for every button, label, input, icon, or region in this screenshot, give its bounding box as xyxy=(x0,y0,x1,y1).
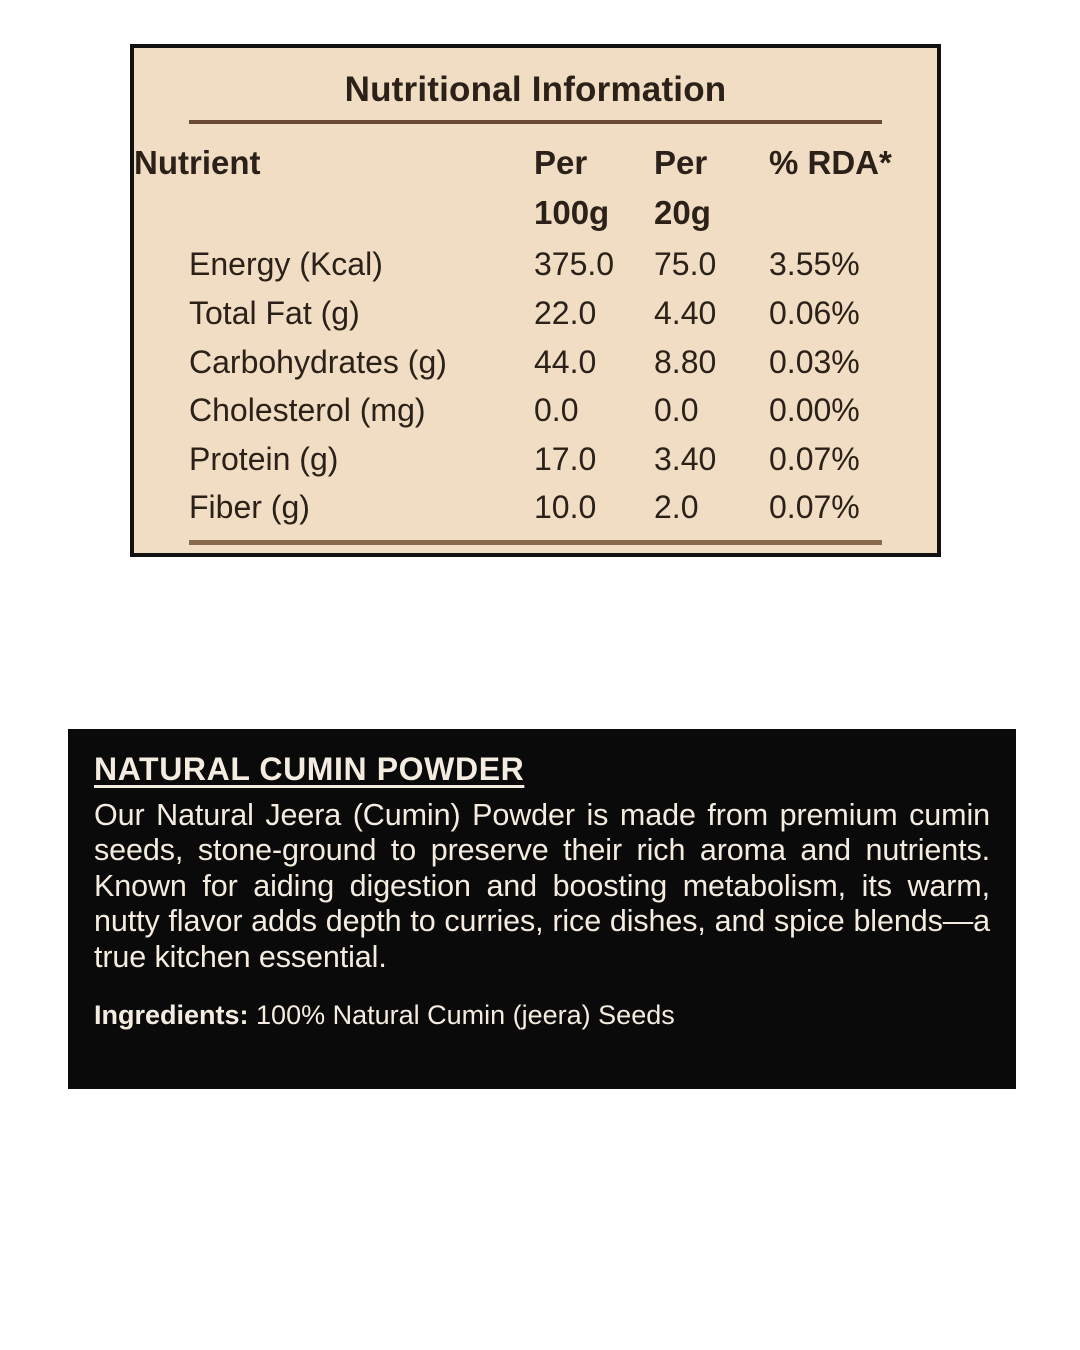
column-header-per-20g xyxy=(654,138,769,240)
ingredients-label: Ingredients: xyxy=(94,999,249,1030)
column-header-per-100g xyxy=(534,138,654,240)
table-row xyxy=(134,240,945,289)
column-header-nutrient: Nutrient xyxy=(134,144,261,181)
ingredients-line xyxy=(94,999,990,1031)
nutrient-rda: 0.03% xyxy=(769,343,860,380)
column-header-rda: % RDA* xyxy=(769,144,892,181)
nutrient-name: Cholesterol (mg) xyxy=(189,392,426,429)
column-header-per-20g-line1: Per xyxy=(654,144,708,181)
nutrient-rda: 0.00% xyxy=(769,392,860,429)
nutrition-table xyxy=(134,138,945,532)
nutrient-per-100g: 44.0 xyxy=(534,343,597,380)
nutrient-per-100g: 17.0 xyxy=(534,440,597,477)
nutrient-per-20g: 3.40 xyxy=(654,440,717,477)
nutrient-per-20g: 8.80 xyxy=(654,343,717,380)
table-header-row xyxy=(134,138,945,240)
title-divider xyxy=(189,120,882,124)
nutrient-per-20g: 4.40 xyxy=(654,294,717,331)
nutrient-per-100g: 375.0 xyxy=(534,246,615,283)
table-row xyxy=(134,386,945,435)
column-header-per-100g-line1: Per xyxy=(534,144,588,181)
column-header-per-100g-line2: 100g xyxy=(534,194,610,232)
nutrient-rda: 0.07% xyxy=(769,440,860,477)
nutrient-per-20g: 0.0 xyxy=(654,392,699,429)
nutrient-per-100g: 0.0 xyxy=(534,392,579,429)
nutrient-rda: 3.55% xyxy=(769,246,860,283)
nutrient-name: Fiber (g) xyxy=(189,489,310,526)
table-row xyxy=(134,483,945,532)
ingredients-value: 100% Natural Cumin (jeera) Seeds xyxy=(256,999,675,1030)
nutrient-name: Energy (Kcal) xyxy=(189,246,383,283)
nutrient-rda: 0.07% xyxy=(769,489,860,526)
nutrient-per-100g: 10.0 xyxy=(534,489,597,526)
table-row xyxy=(134,289,945,338)
nutrient-name: Protein (g) xyxy=(189,440,339,477)
nutrient-name: Total Fat (g) xyxy=(189,294,360,331)
product-description-panel xyxy=(68,729,1016,1089)
nutrient-rda: 0.06% xyxy=(769,294,860,331)
nutrient-per-20g: 75.0 xyxy=(654,246,717,283)
nutrition-panel-title: Nutritional Information xyxy=(344,70,727,109)
column-header-per-20g-line2: 20g xyxy=(654,194,711,232)
bottom-divider xyxy=(189,540,882,545)
nutrient-per-20g: 2.0 xyxy=(654,489,699,526)
nutrient-per-100g: 22.0 xyxy=(534,294,597,331)
nutrient-name: Carbohydrates (g) xyxy=(189,343,447,380)
table-row xyxy=(134,338,945,387)
table-row xyxy=(134,435,945,484)
nutrition-information-panel xyxy=(130,44,941,557)
product-description-text: Our Natural Jeera (Cumin) Powder is made from premium cumin seeds, stone-ground to preserve their rich aroma and nutrients. Known for aiding digestion and boosting metabolism, its warm, nutty flavor adds depth to curries, rice dishes, and spice blends—a true kitchen essential. xyxy=(94,798,990,974)
product-title: NATURAL CUMIN POWDER xyxy=(94,751,525,787)
